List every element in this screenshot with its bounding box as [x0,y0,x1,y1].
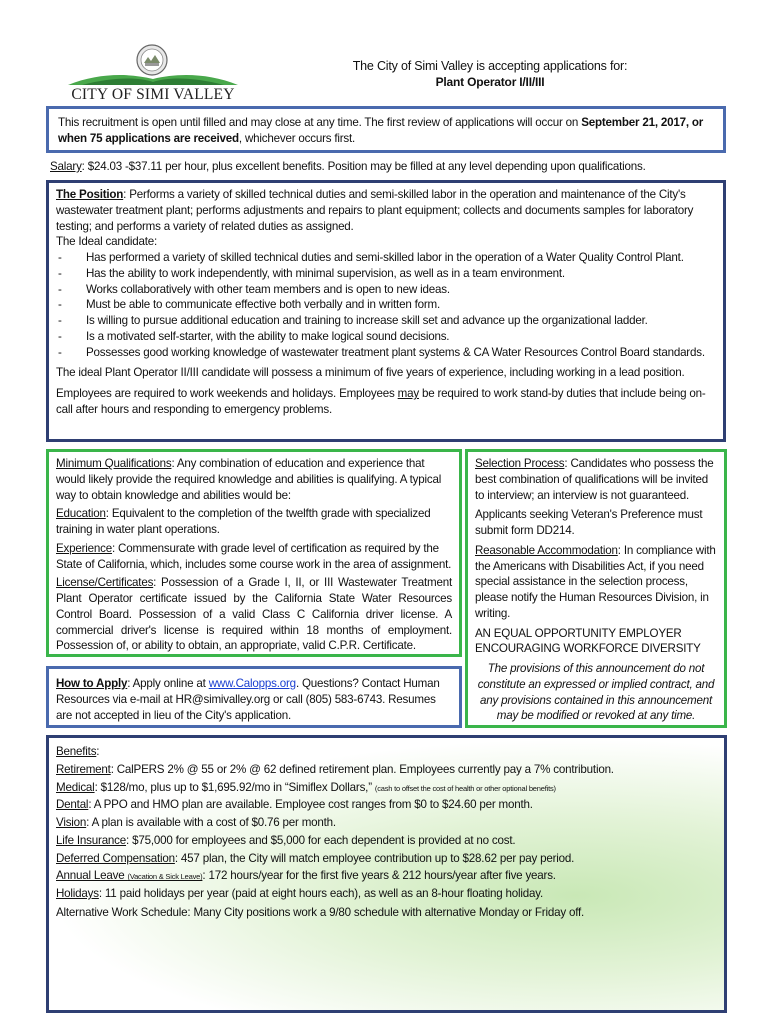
work-requirements [56,386,716,418]
benefit-dental [56,797,717,813]
dental-label: Dental [56,798,89,812]
position-text: : Performs a variety of skilled technical duties and semi-skilled labor in the operation and maintenance of the City's wastewater treatment plant; performs adjustments and repairs to plant equipment; collects and documents samples for laboratory testing; and performs a variety of related duties as assigned. [56,188,694,233]
life-text: : $75,000 for employees and $5,000 for each dependent is provided at no cost. [126,833,516,847]
benefit-vision [56,815,717,831]
ideal-intro: The Ideal candidate: [56,235,158,249]
eoe-statement: AN EQUAL OPPORTUNITY EMPLOYER ENCOURAGING WORKFORCE DIVERSITY [475,626,701,656]
license-para [56,575,452,654]
salary-text: : $24.03 -$37.11 per hour, plus excellent benefits. Position may be filled at any level depending upon qualifications. [81,160,646,173]
experience-label: Experience [56,541,113,555]
list-item: - Is a motivated self-starter, with the ability to make logical sound decisions. [56,329,716,345]
calopps-link[interactable]: www.Calopps.org [208,677,296,690]
list-item: - Is willing to pursue additional education and training to increase skill set and advance up the organizational ladder. [56,313,716,329]
how-to-pre: : Apply online at [127,677,209,690]
benefit-life [56,833,717,849]
city-logo [68,44,238,106]
experience-note: The ideal Plant Operator II/III candidate will possess a minimum of five years of experience, including working in a lead position. [56,366,685,380]
min-qual-text: : Any combination of education and experience that would likely provide the required knowledge and abilities is qualifying. A typical way to obtain knowledge and abilities would be: [56,457,442,502]
benefit-medical [56,780,717,796]
benefit-annual-leave [56,868,717,884]
benefits-title-text: Benefits [56,745,97,758]
min-qual-label: Minimum Qualifications [56,457,172,470]
veteran-para: Applicants seeking Veteran's Preference must submit form DD214. [475,508,703,538]
recruitment-box [46,106,726,153]
accommodation-text: : In compliance with the Americans with Disabilities Act, if you need special assistance in the selection process, please notify the Human Resources Division, in writing. [475,543,716,620]
holidays-text: : 11 paid holidays per year (paid at eight hours each), as well as an 8-hour floating holiday. [98,887,544,901]
experience-para [56,541,452,573]
position-title: Plant Operator I/II/III [435,74,545,89]
how-to-label: How to Apply [56,677,128,690]
retirement-label: Retirement [56,762,111,776]
city-name: CITY OF SIMI VALLEY [71,86,235,103]
salary-label: Salary [50,160,82,173]
header-text [330,58,650,90]
holidays-label: Holidays [56,887,99,901]
selection-box [465,449,727,728]
benefit-holidays [56,886,717,902]
hills-emblem-icon [68,71,238,85]
list-item: - Has the ability to work independently, with minimal supervision, as well as in a team environment. [56,266,716,282]
selection-label: Selection Process [475,457,565,470]
benefit-retirement [56,762,717,778]
recruitment-tail: , whichever occurs first. [238,131,356,145]
benefit-deferred [56,851,717,867]
work-post: be required to work stand-by duties that include being on-call after hours and responding to emergency problems. [56,387,706,416]
list-item: - Must be able to communicate effective both verbally and in written form. [56,297,716,313]
education-text: : Equivalent to the completion of the twelfth grade with specialized training in water plant operations. [56,507,431,537]
min-qual-intro [56,456,452,503]
salary-line [50,159,730,175]
selection-para [475,456,717,503]
how-to-apply-box [46,666,462,728]
ideal-list [56,250,716,360]
work-pre: Employees are required to work weekends and holidays. Employees [56,387,398,401]
education-label: Education [56,507,106,521]
recruitment-text: This recruitment is open until filled and may close at any time. The first review of applications will occur on [58,116,582,129]
list-item: - Possesses good working knowledge of wastewater treatment plant systems & CA Water Resources Control Board standards. [56,345,716,361]
accommodation-para [475,543,717,622]
medical-label: Medical [56,780,95,794]
dental-text: : A PPO and HMO plan are available. Employee cost ranges from $0 to $24.60 per month. [88,798,533,812]
vision-label: Vision [56,816,87,830]
position-box [46,180,726,442]
selection-text: : Candidates who possess the best combination of qualifications will be invited to interview; an interview is not guaranteed. [475,457,714,502]
work-may: may [397,387,419,401]
accommodation-label: Reasonable Accommodation [475,543,618,557]
license-label: License/Certificates [56,576,154,590]
annual-text: : 172 hours/year for the first five years & 212 hours/year after five years. [202,869,556,883]
annual-label [56,869,202,882]
medical-note: (cash to offset the cost of health or other optional benefits) [374,783,556,793]
deferred-text: : 457 plan, the City will match employee contribution up to $28.62 per pay period. [174,851,575,865]
recruitment-deadline: September 21, 2017, or when 75 applications are received [58,116,704,145]
annual-note: (Vacation & Sick Leave) [127,872,203,882]
annual-label-text: Annual Leave [56,869,128,883]
position-label: The Position [56,188,124,201]
medical-text: : $128/mo, plus up to $1,695.92/mo in “Simiflex Dollars,” [94,780,375,794]
benefits-box [46,735,727,1013]
benefits-title: Benefits: [56,745,100,758]
accepting-text: The City of Simi Valley is accepting applications for: [352,59,628,73]
experience-text: : Commensurate with grade level of certification as required by the State of California, which, includes some course work in the area of assignment. [56,541,452,571]
retirement-text: : CalPERS 2% @ 55 or 2% @ 62 defined retirement plan. Employees currently pay a 7% contribution. [110,762,614,776]
disclaimer: The provisions of this announcement do not constitute an expressed or implied contract, and any provisions contained in this announcement may be modified or revoked at any time. [477,662,715,723]
license-text: : Possession of a Grade I, II, or III Wastewater Treatment Plant Operator certificate issued by the California State Water Resources Control Board. Possession of a valid Class C California driver license. A commercial driver's license is required within 18 months of employment. Possession of, or ability to obtain, an appropriate, valid C.P.R. Certificate. [56,576,452,653]
vision-text: : A plan is available with a cost of $0.76 per month. [86,816,336,830]
list-item: - Works collaboratively with other team members and is open to new ideas. [56,282,716,298]
min-qualifications-box [46,449,462,657]
alt-work-schedule: Alternative Work Schedule: Many City positions work a 9/80 schedule with alternative Monday or Friday off. [56,905,585,919]
position-description [56,187,716,234]
education-para [56,506,452,538]
how-to-post: . Questions? Contact Human Resources via e-mail at HR@simivalley.org or call (805) 583-6743. Resumes are not accepted in lieu of the City's application. [56,677,440,722]
deferred-label: Deferred Compensation [56,851,175,865]
life-label: Life Insurance [56,833,127,847]
list-item: - Has performed a variety of skilled technical duties and semi-skilled labor in the operation of a Water Quality Control Plant. [56,250,716,266]
